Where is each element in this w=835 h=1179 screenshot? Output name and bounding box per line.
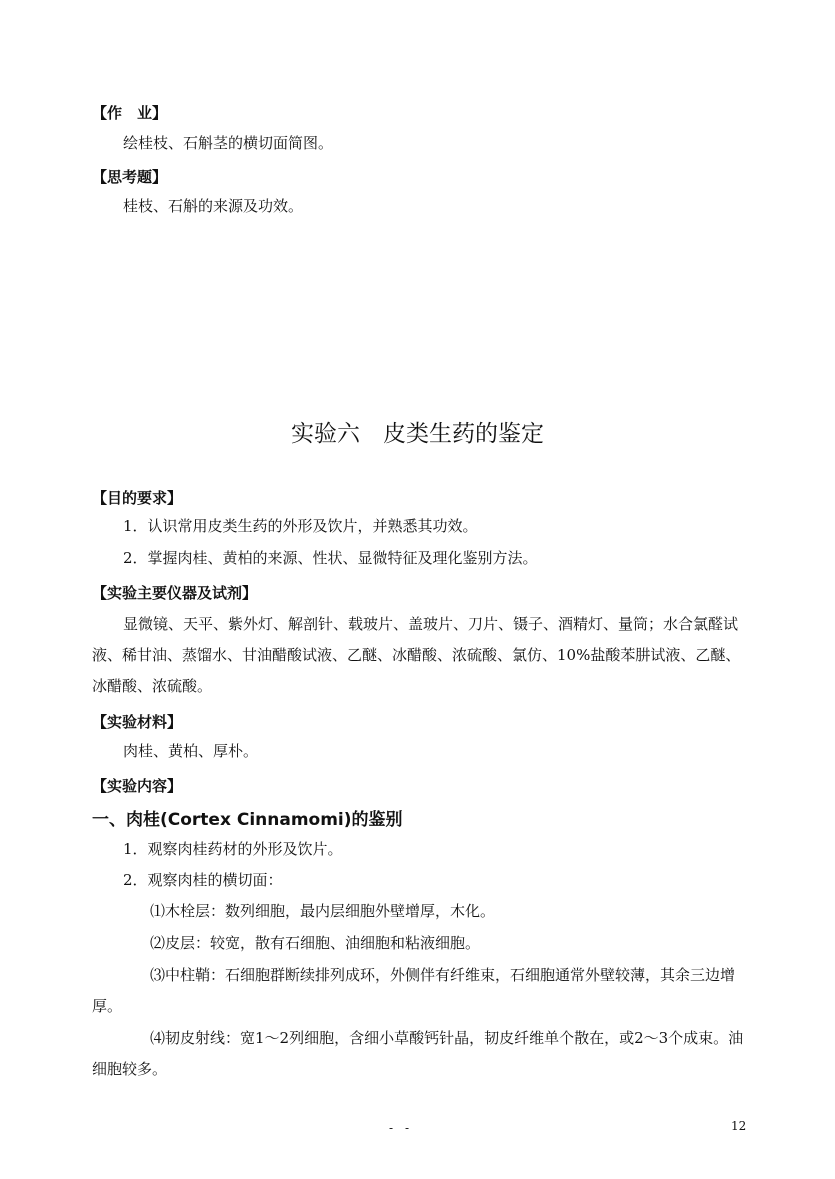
footer-dashes: - -: [389, 1121, 410, 1135]
content-heading: 【实验内容】: [92, 777, 183, 795]
instruments-heading: 【实验主要仪器及试剂】: [92, 584, 258, 602]
content-step: 2．观察肉桂的横切面：: [123, 871, 283, 889]
content-step: 1．观察肉桂药材的外形及饮片。: [123, 840, 343, 858]
page-number: 12: [731, 1119, 747, 1133]
objectives-heading: 【目的要求】: [92, 489, 183, 507]
materials-text: 肉桂、黄柏、厚朴。: [123, 742, 259, 760]
content-sub-item: ⑴木栓层：数列细胞，最内层细胞外壁增厚，木化。: [150, 902, 496, 920]
instruments-text: 显微镜、天平、紫外灯、解剖针、载玻片、盖玻片、刀片、镊子、酒精灯、量筒；水合氯醛试液、稀甘油、蒸馏水、甘油醋酸试液、乙醚、冰醋酸、浓硫酸、氯仿、10%盐酸苯肼试液、乙醚、冰醋酸、浓硫酸。: [92, 615, 741, 695]
homework-heading: 【作 业】: [92, 104, 168, 122]
experiment-title: 实验六 皮类生药的鉴定: [291, 421, 544, 447]
questions-heading: 【思考题】: [92, 168, 168, 186]
objective-item: 2．掌握肉桂、黄柏的来源、性状、显微特征及理化鉴别方法。: [123, 549, 538, 567]
objective-item: 1．认识常用皮类生药的外形及饮片，并熟悉其功效。: [123, 517, 478, 535]
content-sub-item: ⑷韧皮射线：宽1～2列细胞，含细小草酸钙针晶，韧皮纤维单个散在，或2～3个成束。油细胞较多。: [92, 1029, 744, 1078]
content-sub-item: ⑶中柱鞘：石细胞群断续排列成环，外侧伴有纤维束，石细胞通常外壁较薄，其余三边增厚。: [92, 966, 736, 1015]
homework-text: 绘桂枝、石斛茎的横切面简图。: [123, 134, 334, 152]
content-sub-item: ⑵皮层：较宽，散有石细胞、油细胞和粘液细胞。: [150, 934, 481, 952]
materials-heading: 【实验材料】: [92, 713, 183, 731]
section-title: 一、肉桂(Cortex Cinnamomi)的鉴别: [92, 810, 403, 830]
questions-text: 桂枝、石斛的来源及功效。: [123, 197, 304, 215]
